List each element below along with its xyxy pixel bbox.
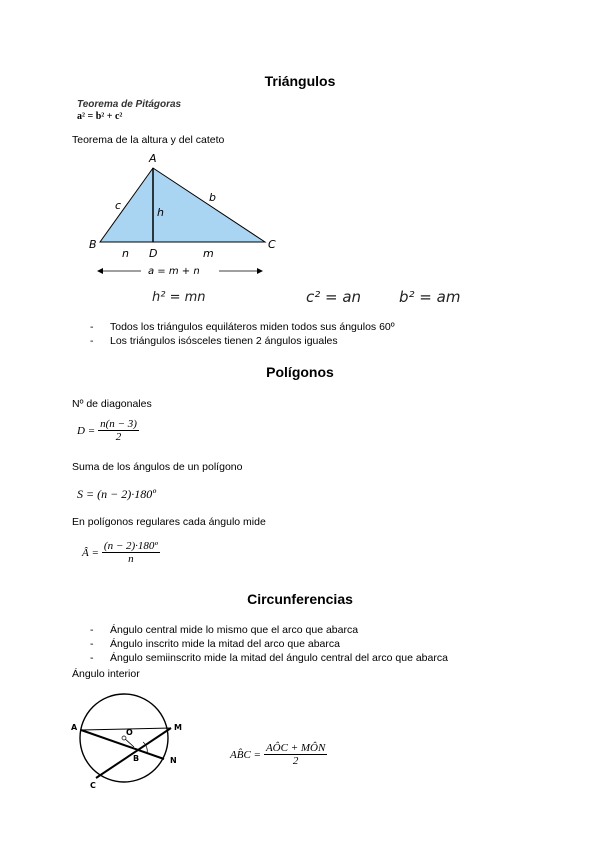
formula-b: b² = am (399, 288, 461, 306)
diagonales-denominator: 2 (115, 431, 122, 443)
side-b-label: b (209, 191, 216, 204)
triangle-diagram (85, 150, 295, 280)
point-o-label: O (126, 728, 133, 737)
section-title-circunferencias: Circunferencias (247, 591, 353, 607)
section-title-triangulos: Triángulos (264, 73, 336, 89)
diagonales-numerator: n(n − 3) (100, 418, 137, 430)
diagonales-formula (77, 418, 139, 443)
regulares-lhs: Â = (82, 546, 99, 559)
circunferencias-bullets (90, 623, 448, 665)
base-label: a = m + n (148, 266, 200, 277)
list-item: - Ángulo central mide lo mismo que el arco que abarca (90, 623, 448, 637)
pitagoras-title: Teorema de Pitágoras (77, 99, 182, 110)
vertex-b-label: B (89, 238, 97, 251)
point-b-label: B (133, 754, 140, 763)
list-item: - Todos los triángulos equiláteros miden todos sus ángulos 60º (90, 320, 395, 334)
side-c-label: c (115, 199, 122, 212)
point-n-label: N (170, 756, 177, 765)
regulares-formula (82, 540, 160, 565)
vertex-a-label: A (149, 152, 157, 165)
height-h-label: h (157, 206, 164, 219)
interior-formula-lhs: AB̂C = (230, 748, 261, 761)
point-c-label: C (90, 781, 96, 790)
segment-n-label: n (122, 247, 129, 260)
diagonales-fraction (98, 418, 139, 443)
vertex-c-label: C (268, 238, 276, 251)
list-item: - Ángulo inscrito mide la mitad del arco que abarca (90, 637, 448, 651)
triangulos-bullets (90, 320, 395, 348)
arrow-head-right (257, 268, 263, 274)
pitagoras-formula: a² = b² + c² (77, 111, 123, 122)
list-item: - Los triángulos isósceles tienen 2 ángulos iguales (90, 334, 395, 348)
formula-h: h² = mn (152, 290, 206, 305)
interior-fraction (264, 742, 327, 767)
arrow-head-left (97, 268, 103, 274)
point-a-label: A (71, 723, 78, 732)
segment-m-label: m (203, 247, 214, 260)
chord-an (81, 730, 164, 759)
interior-numerator: AÔC + MÔN (265, 742, 326, 754)
circle-diagram (68, 688, 188, 792)
point-d-label: D (149, 247, 158, 260)
interior-formula (230, 742, 327, 767)
regulares-label: En polígonos regulares cada ángulo mide (72, 516, 266, 528)
altura-cateto-label: Teorema de la altura y del cateto (72, 134, 225, 146)
regulares-fraction (102, 540, 160, 565)
section-title-poligonos: Polígonos (266, 364, 334, 380)
chord-mc (96, 728, 171, 778)
formula-c: c² = an (306, 288, 362, 306)
diagonales-lhs: D = (77, 424, 96, 437)
diagonales-label: Nº de diagonales (72, 398, 152, 410)
triangle-shape (100, 168, 265, 242)
interior-denominator: 2 (292, 755, 299, 767)
list-item: - Ángulo semiinscrito mide la mitad del ángulo central del arco que abarca (90, 651, 448, 665)
suma-formula: S = (n − 2)·180º (77, 487, 156, 501)
point-m-label: M (174, 723, 182, 732)
suma-label: Suma de los ángulos de un polígono (72, 461, 243, 473)
regulares-denominator: n (128, 553, 134, 565)
regulares-numerator: (n − 2)·180º (103, 540, 158, 552)
interior-label: Ángulo interior (72, 668, 140, 680)
